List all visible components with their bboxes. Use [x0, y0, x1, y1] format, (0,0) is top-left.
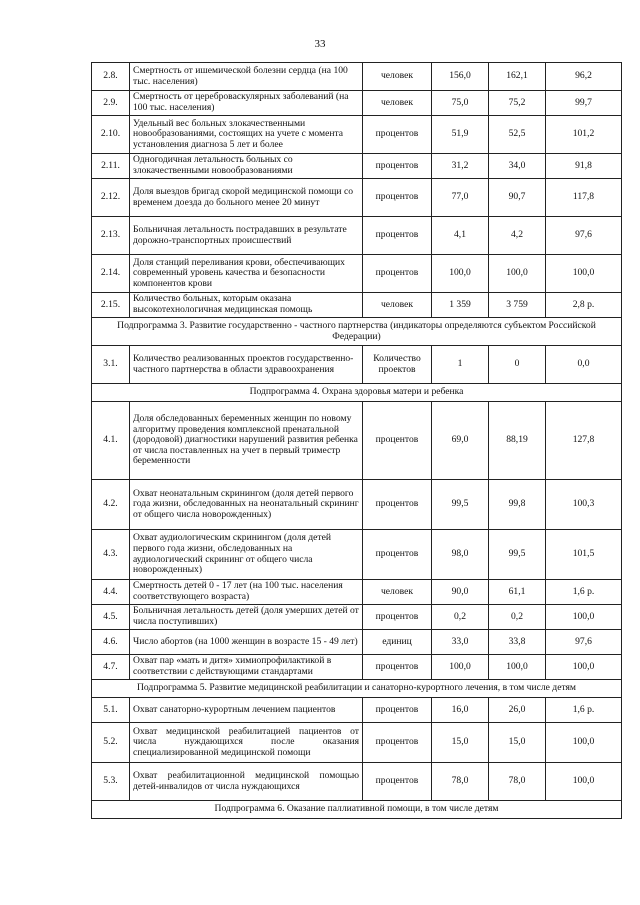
- completion-percent: 2,8 р.: [546, 293, 622, 318]
- table-row: [92, 402, 622, 480]
- indicator-name: Смертность от ишемической болезни сердца (на 100 тыс. населения): [130, 63, 363, 91]
- indicators-table: [91, 62, 622, 819]
- completion-percent: 101,2: [546, 116, 622, 154]
- indicator-name: Количество реализованных проектов государственно-частного партнерства в области здравоохранения: [130, 346, 363, 384]
- table-row: [92, 154, 622, 179]
- indicator-number: 4.2.: [92, 480, 130, 530]
- completion-percent: 97,6: [546, 630, 622, 655]
- completion-percent: 1,6 р.: [546, 698, 622, 723]
- indicator-number: 5.2.: [92, 723, 130, 763]
- indicator-name: Смертность от цереброваскулярных заболеваний (на 100 тыс. населения): [130, 91, 363, 116]
- indicator-number: 4.1.: [92, 402, 130, 480]
- indicator-number: 2.14.: [92, 255, 130, 293]
- indicator-name: Доля обследованных беременных женщин по новому алгоритму проведения комплексной пренатальной (дородовой) диагностики нарушений развития ребенка от числа поставленных на учет в первый триместр беременности: [130, 402, 363, 480]
- indicator-number: 2.13.: [92, 217, 130, 255]
- actual-value: 15,0: [489, 723, 546, 763]
- indicator-name: Одногодичная летальность больных со злокачественными новообразованиями: [130, 154, 363, 179]
- indicator-number: 5.1.: [92, 698, 130, 723]
- planned-value: 1 359: [432, 293, 489, 318]
- indicator-number: 2.10.: [92, 116, 130, 154]
- table-row: [92, 116, 622, 154]
- subprogram-row: [92, 801, 622, 819]
- planned-value: 4,1: [432, 217, 489, 255]
- completion-percent: 99,7: [546, 91, 622, 116]
- indicator-unit: человек: [363, 293, 432, 318]
- actual-value: 3 759: [489, 293, 546, 318]
- planned-value: 75,0: [432, 91, 489, 116]
- indicator-name: Больничная летальность пострадавших в результате дорожно-транспортных происшествий: [130, 217, 363, 255]
- completion-percent: 100,0: [546, 655, 622, 680]
- table-row: [92, 763, 622, 801]
- completion-percent: 97,6: [546, 217, 622, 255]
- indicator-number: 5.3.: [92, 763, 130, 801]
- table-row: [92, 255, 622, 293]
- indicator-unit: процентов: [363, 217, 432, 255]
- indicator-name: Число абортов (на 1000 женщин в возрасте 15 - 49 лет): [130, 630, 363, 655]
- completion-percent: 0,0: [546, 346, 622, 384]
- table-row: [92, 179, 622, 217]
- indicator-unit: процентов: [363, 698, 432, 723]
- table-row: [92, 91, 622, 116]
- table-row: [92, 530, 622, 580]
- subprogram-title: Подпрограмма 5. Развитие медицинской реабилитации и санаторно-курортного лечения, в том числе детям: [92, 680, 622, 698]
- subprogram-title: Подпрограмма 3. Развитие государственно - частного партнерства (индикаторы определяются субъектом Российской Федерации): [92, 318, 622, 346]
- indicator-unit: процентов: [363, 480, 432, 530]
- planned-value: 69,0: [432, 402, 489, 480]
- completion-percent: 91,8: [546, 154, 622, 179]
- actual-value: 61,1: [489, 580, 546, 605]
- indicator-unit: процентов: [363, 154, 432, 179]
- actual-value: 99,5: [489, 530, 546, 580]
- indicator-name: Доля выездов бригад скорой медицинской помощи со временем доезда до больного менее 20 минут: [130, 179, 363, 217]
- indicator-unit: процентов: [363, 605, 432, 630]
- planned-value: 77,0: [432, 179, 489, 217]
- planned-value: 90,0: [432, 580, 489, 605]
- indicator-number: 3.1.: [92, 346, 130, 384]
- planned-value: 156,0: [432, 63, 489, 91]
- actual-value: 0,2: [489, 605, 546, 630]
- indicator-number: 4.5.: [92, 605, 130, 630]
- table-row: [92, 580, 622, 605]
- indicator-number: 2.15.: [92, 293, 130, 318]
- actual-value: 78,0: [489, 763, 546, 801]
- planned-value: 16,0: [432, 698, 489, 723]
- completion-percent: 100,3: [546, 480, 622, 530]
- indicator-name: Охват медицинской реабилитацией пациентов от числа нуждающихся после оказания специализированной медицинской помощи: [130, 723, 363, 763]
- indicator-unit: процентов: [363, 116, 432, 154]
- actual-value: 99,8: [489, 480, 546, 530]
- indicator-unit: единиц: [363, 630, 432, 655]
- actual-value: 4,2: [489, 217, 546, 255]
- planned-value: 98,0: [432, 530, 489, 580]
- indicator-unit: процентов: [363, 530, 432, 580]
- planned-value: 78,0: [432, 763, 489, 801]
- completion-percent: 100,0: [546, 723, 622, 763]
- indicator-unit: процентов: [363, 179, 432, 217]
- page-number: 33: [314, 38, 326, 50]
- indicator-name: Охват пар «мать и дитя» химиопрофилактикой в соответствии с действующими стандартами: [130, 655, 363, 680]
- indicator-number: 2.8.: [92, 63, 130, 91]
- completion-percent: 117,8: [546, 179, 622, 217]
- completion-percent: 96,2: [546, 63, 622, 91]
- table-row: [92, 655, 622, 680]
- actual-value: 100,0: [489, 255, 546, 293]
- indicator-name: Охват аудиологическим скринингом (доля детей первого года жизни, обследованных на аудиологический скрининг от общего числа новорожденных): [130, 530, 363, 580]
- indicator-number: 4.4.: [92, 580, 130, 605]
- planned-value: 51,9: [432, 116, 489, 154]
- subprogram-row: [92, 680, 622, 698]
- actual-value: 33,8: [489, 630, 546, 655]
- actual-value: 52,5: [489, 116, 546, 154]
- indicator-unit: человек: [363, 580, 432, 605]
- planned-value: 100,0: [432, 655, 489, 680]
- table-row: [92, 630, 622, 655]
- indicator-name: Больничная летальность детей (доля умерших детей от числа поступивших): [130, 605, 363, 630]
- completion-percent: 100,0: [546, 763, 622, 801]
- subprogram-title: Подпрограмма 6. Оказание паллиативной помощи, в том числе детям: [92, 801, 622, 819]
- actual-value: 34,0: [489, 154, 546, 179]
- completion-percent: 1,6 р.: [546, 580, 622, 605]
- indicator-name: Охват санаторно-курортным лечением пациентов: [130, 698, 363, 723]
- subprogram-row: [92, 318, 622, 346]
- indicator-number: 2.12.: [92, 179, 130, 217]
- table-row: [92, 723, 622, 763]
- indicator-unit: процентов: [363, 255, 432, 293]
- planned-value: 15,0: [432, 723, 489, 763]
- actual-value: 90,7: [489, 179, 546, 217]
- indicator-number: 2.9.: [92, 91, 130, 116]
- planned-value: 0,2: [432, 605, 489, 630]
- indicator-name: Охват реабилитационной медицинской помощью детей-инвалидов от числа нуждающихся: [130, 763, 363, 801]
- indicator-name: Доля станций переливания крови, обеспечивающих современный уровень качества и безопасности компонентов крови: [130, 255, 363, 293]
- planned-value: 100,0: [432, 255, 489, 293]
- planned-value: 99,5: [432, 480, 489, 530]
- actual-value: 100,0: [489, 655, 546, 680]
- indicator-unit: процентов: [363, 655, 432, 680]
- indicators-table-body: [92, 63, 622, 819]
- completion-percent: 127,8: [546, 402, 622, 480]
- table-row: [92, 217, 622, 255]
- table-row: [92, 293, 622, 318]
- actual-value: 88,19: [489, 402, 546, 480]
- indicator-unit: человек: [363, 91, 432, 116]
- completion-percent: 101,5: [546, 530, 622, 580]
- indicator-unit: процентов: [363, 763, 432, 801]
- indicator-name: Количество больных, которым оказана высокотехнологичная медицинская помощь: [130, 293, 363, 318]
- completion-percent: 100,0: [546, 255, 622, 293]
- indicator-name: Охват неонатальным скринингом (доля детей первого года жизни, обследованных на неонатальный скрининг от общего числа новорожденных): [130, 480, 363, 530]
- indicator-name: Смертность детей 0 - 17 лет (на 100 тыс. населения соответствующего возраста): [130, 580, 363, 605]
- table-row: [92, 605, 622, 630]
- subprogram-row: [92, 384, 622, 402]
- table-row: [92, 480, 622, 530]
- table-row: [92, 698, 622, 723]
- indicator-number: 4.6.: [92, 630, 130, 655]
- actual-value: 75,2: [489, 91, 546, 116]
- indicator-number: 4.3.: [92, 530, 130, 580]
- planned-value: 1: [432, 346, 489, 384]
- subprogram-title: Подпрограмма 4. Охрана здоровья матери и ребенка: [92, 384, 622, 402]
- actual-value: 0: [489, 346, 546, 384]
- completion-percent: 100,0: [546, 605, 622, 630]
- table-row: [92, 346, 622, 384]
- actual-value: 26,0: [489, 698, 546, 723]
- planned-value: 31,2: [432, 154, 489, 179]
- table-row: [92, 63, 622, 91]
- planned-value: 33,0: [432, 630, 489, 655]
- indicator-unit: Количество проектов: [363, 346, 432, 384]
- indicator-name: Удельный вес больных злокачественными новообразованиями, состоящих на учете с момента установления диагноза 5 лет и более: [130, 116, 363, 154]
- actual-value: 162,1: [489, 63, 546, 91]
- indicator-unit: человек: [363, 63, 432, 91]
- indicator-number: 2.11.: [92, 154, 130, 179]
- indicator-unit: процентов: [363, 402, 432, 480]
- indicator-number: 4.7.: [92, 655, 130, 680]
- indicator-unit: процентов: [363, 723, 432, 763]
